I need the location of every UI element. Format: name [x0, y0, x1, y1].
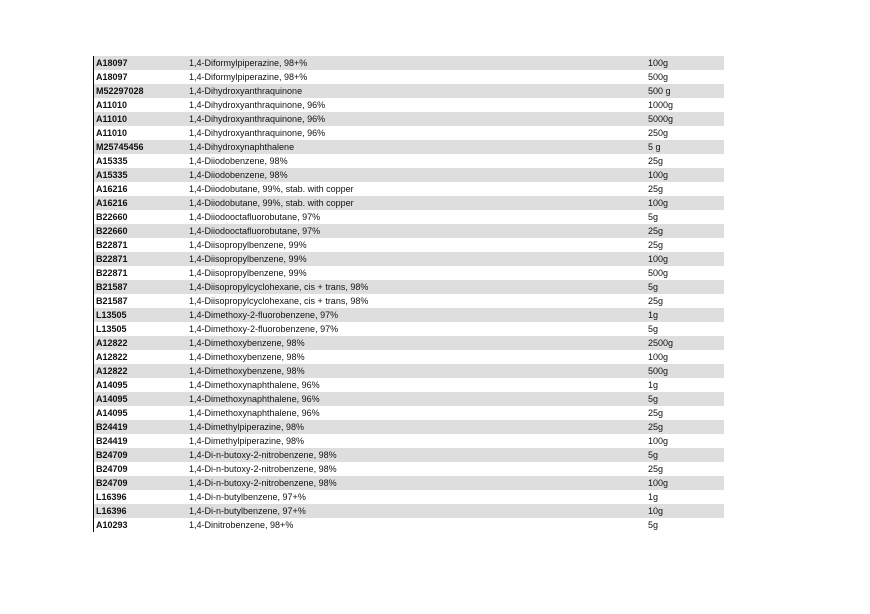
package-size-cell: 25g	[648, 226, 664, 236]
table-row	[93, 238, 724, 252]
product-name-cell: 1,4-Diformylpiperazine, 98+%	[189, 72, 308, 82]
table-row	[93, 196, 724, 210]
table-row	[93, 294, 724, 308]
product-name-cell: 1,4-Diiodobutane, 99%, stab. with copper	[189, 198, 354, 208]
package-size-cell: 5g	[648, 212, 659, 222]
product-name-cell: 1,4-Dimethylpiperazine, 98%	[189, 436, 305, 446]
package-size-cell: 5 g	[648, 142, 661, 152]
table-row	[93, 378, 724, 392]
product-name-cell: 1,4-Diiodobutane, 99%, stab. with copper	[189, 184, 354, 194]
product-code-cell: B21587	[96, 296, 128, 306]
product-code-cell: A10293	[96, 520, 128, 530]
product-code-cell: B22660	[96, 226, 128, 236]
product-name-cell: 1,4-Dimethoxybenzene, 98%	[189, 352, 305, 362]
package-size-cell: 100g	[648, 436, 669, 446]
table-row	[93, 420, 724, 434]
product-code-cell: B24709	[96, 464, 128, 474]
product-name-cell: 1,4-Dimethoxybenzene, 98%	[189, 366, 305, 376]
package-size-cell: 1g	[648, 310, 659, 320]
package-size-cell: 100g	[648, 170, 669, 180]
product-name-cell: 1,4-Diisopropylbenzene, 99%	[189, 254, 307, 264]
table-row	[93, 154, 724, 168]
package-size-cell: 100g	[648, 198, 669, 208]
product-code-cell: A14095	[96, 394, 128, 404]
package-size-cell: 1000g	[648, 100, 674, 110]
package-size-cell: 500 g	[648, 86, 671, 96]
package-size-cell: 100g	[648, 478, 669, 488]
product-code-cell: A15335	[96, 156, 128, 166]
product-code-cell: A12822	[96, 352, 128, 362]
table-row	[93, 448, 724, 462]
product-name-cell: 1,4-Diiodooctafluorobutane, 97%	[189, 226, 321, 236]
table-row	[93, 462, 724, 476]
table-row	[93, 322, 724, 336]
package-size-cell: 5g	[648, 520, 659, 530]
package-size-cell: 25g	[648, 408, 664, 418]
product-name-cell: 1,4-Dinitrobenzene, 98+%	[189, 520, 294, 530]
product-name-cell: 1,4-Dimethoxy-2-fluorobenzene, 97%	[189, 324, 339, 334]
product-code-cell: B22871	[96, 254, 128, 264]
product-code-cell: B24419	[96, 436, 128, 446]
table-row	[93, 280, 724, 294]
product-code-cell: B24419	[96, 422, 128, 432]
product-name-cell: 1,4-Dihydroxyanthraquinone, 96%	[189, 128, 326, 138]
table-row	[93, 392, 724, 406]
package-size-cell: 25g	[648, 184, 664, 194]
table-row	[93, 84, 724, 98]
product-name-cell: 1,4-Diisopropylcyclohexane, cis + trans, 98%	[189, 282, 369, 292]
product-code-cell: L13505	[96, 324, 127, 334]
product-code-cell: B24709	[96, 478, 128, 488]
table-row	[93, 504, 724, 518]
product-code-cell: A11010	[96, 114, 128, 124]
table-row	[93, 168, 724, 182]
package-size-cell: 10g	[648, 506, 664, 516]
package-size-cell: 5g	[648, 282, 659, 292]
product-code-cell: A16216	[96, 184, 128, 194]
table-row	[93, 308, 724, 322]
package-size-cell: 5g	[648, 394, 659, 404]
product-name-cell: 1,4-Di-n-butoxy-2-nitrobenzene, 98%	[189, 464, 337, 474]
product-name-cell: 1,4-Diiodobenzene, 98%	[189, 170, 288, 180]
product-name-cell: 1,4-Dimethoxynaphthalene, 96%	[189, 380, 320, 390]
table-row	[93, 252, 724, 266]
product-name-cell: 1,4-Diisopropylcyclohexane, cis + trans, 98%	[189, 296, 369, 306]
table-row	[93, 210, 724, 224]
product-name-cell: 1,4-Dihydroxynaphthalene	[189, 142, 295, 152]
product-code-cell: A15335	[96, 170, 128, 180]
table-row	[93, 350, 724, 364]
product-code-cell: A14095	[96, 380, 128, 390]
product-name-cell: 1,4-Di-n-butoxy-2-nitrobenzene, 98%	[189, 450, 337, 460]
product-name-cell: 1,4-Diformylpiperazine, 98+%	[189, 58, 308, 68]
product-code-cell: A18097	[96, 58, 128, 68]
product-name-cell: 1,4-Diiodooctafluorobutane, 97%	[189, 212, 321, 222]
product-code-cell: B22871	[96, 268, 128, 278]
table-row	[93, 490, 724, 504]
package-size-cell: 25g	[648, 464, 664, 474]
product-code-cell: B21587	[96, 282, 128, 292]
table-row	[93, 434, 724, 448]
table-row	[93, 364, 724, 378]
table-row	[93, 126, 724, 140]
product-name-cell: 1,4-Dihydroxyanthraquinone	[189, 86, 303, 96]
product-code-cell: A14095	[96, 408, 128, 418]
package-size-cell: 100g	[648, 254, 669, 264]
table-row	[93, 140, 724, 154]
package-size-cell: 5g	[648, 450, 659, 460]
product-name-cell: 1,4-Dimethoxybenzene, 98%	[189, 338, 305, 348]
product-code-cell: A12822	[96, 338, 128, 348]
package-size-cell: 250g	[648, 128, 669, 138]
product-name-cell: 1,4-Dihydroxyanthraquinone, 96%	[189, 100, 326, 110]
table-row	[93, 112, 724, 126]
package-size-cell: 500g	[648, 72, 669, 82]
table-row	[93, 98, 724, 112]
product-name-cell: 1,4-Dimethoxy-2-fluorobenzene, 97%	[189, 310, 339, 320]
product-name-cell: 1,4-Di-n-butylbenzene, 97+%	[189, 506, 306, 516]
product-name-cell: 1,4-Di-n-butylbenzene, 97+%	[189, 492, 306, 502]
product-name-cell: 1,4-Di-n-butoxy-2-nitrobenzene, 98%	[189, 478, 337, 488]
package-size-cell: 1g	[648, 492, 659, 502]
package-size-cell: 1g	[648, 380, 659, 390]
product-name-cell: 1,4-Dihydroxyanthraquinone, 96%	[189, 114, 326, 124]
package-size-cell: 100g	[648, 352, 669, 362]
product-code-cell: L13505	[96, 310, 127, 320]
package-size-cell: 5000g	[648, 114, 674, 124]
product-code-cell: L16396	[96, 492, 127, 502]
package-size-cell: 500g	[648, 268, 669, 278]
product-code-cell: B24709	[96, 450, 128, 460]
package-size-cell: 25g	[648, 156, 664, 166]
package-size-cell: 100g	[648, 58, 669, 68]
product-name-cell: 1,4-Diisopropylbenzene, 99%	[189, 240, 307, 250]
table-row	[93, 406, 724, 420]
table-row	[93, 56, 724, 70]
package-size-cell: 25g	[648, 240, 664, 250]
table-row	[93, 182, 724, 196]
product-code-cell: A11010	[96, 100, 128, 110]
product-code-cell: L16396	[96, 506, 127, 516]
product-table	[93, 56, 724, 532]
product-code-cell: A11010	[96, 128, 128, 138]
product-code-cell: A16216	[96, 198, 128, 208]
product-name-cell: 1,4-Dimethoxynaphthalene, 96%	[189, 408, 320, 418]
table-row	[93, 336, 724, 350]
package-size-cell: 2500g	[648, 338, 674, 348]
package-size-cell: 25g	[648, 296, 664, 306]
package-size-cell: 500g	[648, 366, 669, 376]
product-name-cell: 1,4-Diisopropylbenzene, 99%	[189, 268, 307, 278]
package-size-cell: 25g	[648, 422, 664, 432]
product-name-cell: 1,4-Dimethoxynaphthalene, 96%	[189, 394, 320, 404]
product-code-cell: A18097	[96, 72, 128, 82]
product-code-cell: M52297028	[96, 86, 144, 96]
package-size-cell: 5g	[648, 324, 659, 334]
product-code-cell: M25745456	[96, 142, 144, 152]
table-row	[93, 518, 724, 532]
table-row	[93, 476, 724, 490]
product-name-cell: 1,4-Dimethylpiperazine, 98%	[189, 422, 305, 432]
product-name-cell: 1,4-Diiodobenzene, 98%	[189, 156, 288, 166]
table-row	[93, 70, 724, 84]
product-code-cell: B22660	[96, 212, 128, 222]
table-row	[93, 266, 724, 280]
product-code-cell: B22871	[96, 240, 128, 250]
table-row	[93, 224, 724, 238]
product-code-cell: A12822	[96, 366, 128, 376]
